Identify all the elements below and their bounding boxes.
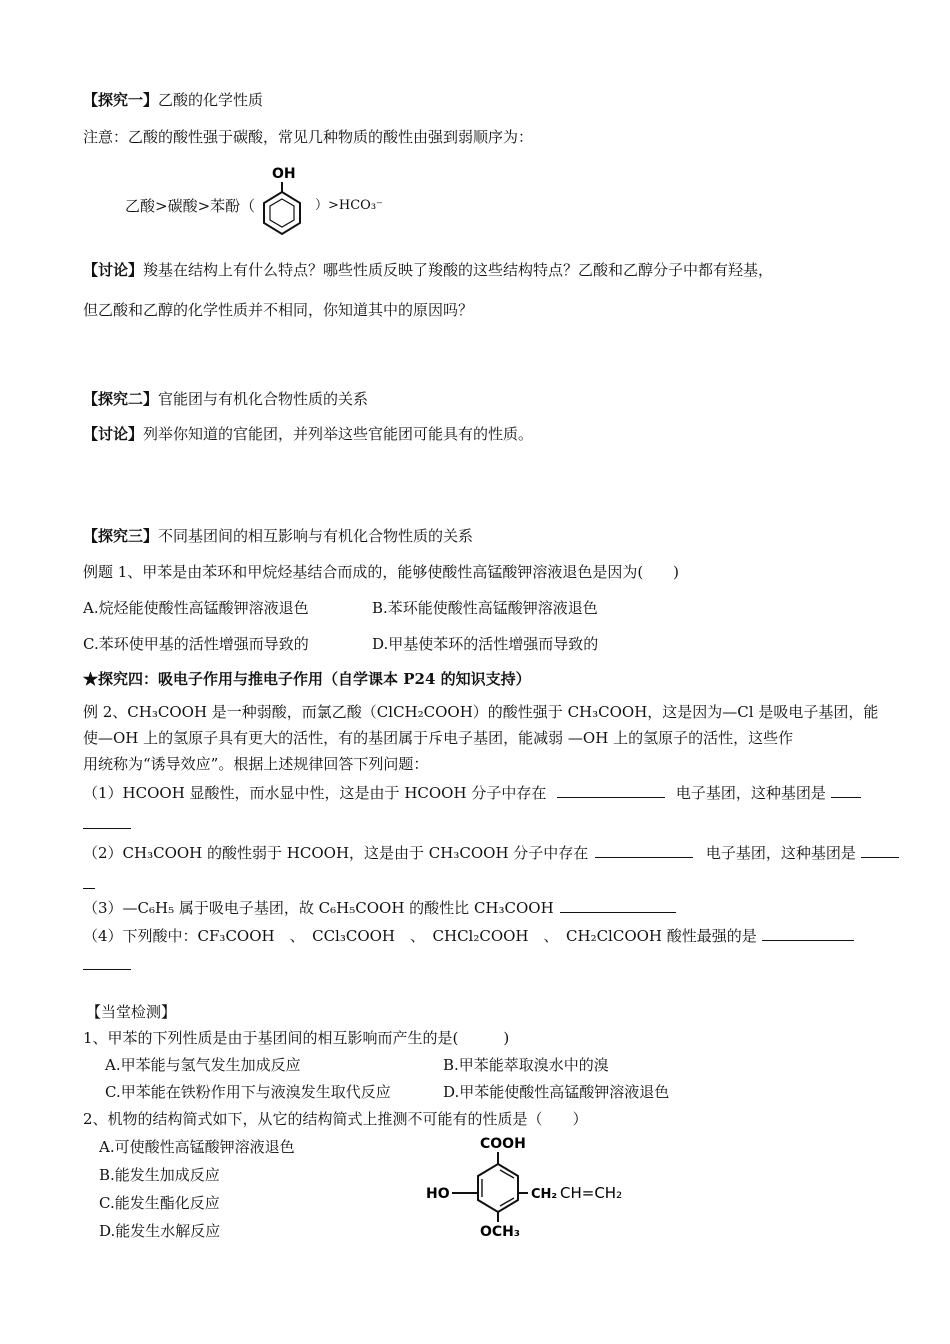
section-1-tag: 【探究一】 [83,91,159,109]
test-q2-molecule-structure [420,1130,640,1242]
example-1-option-b: B.苯环能使酸性高锰酸钾溶液退色 [372,599,598,617]
example-2-line-2: 使—OH 上的氢原子具有更大的活性，有的基团属于斥电子基团，能减弱 —OH 上的氢原子的活性，这些作 [83,729,794,747]
example-2-q1 [83,783,861,803]
q1-answer-blank-1[interactable] [557,783,665,798]
example-2-q2 [83,843,899,863]
q2-text-2: 电子基团，这种基团是 [705,844,856,862]
test-q1-option-c: C.甲苯能在铁粉作用下与液溴发生取代反应 [105,1083,391,1101]
section-1-discussion-line-1 [83,260,773,280]
section-1-heading [83,90,263,110]
molecule-ch2-label: CH₂ [531,1187,558,1202]
molecule-och3-label: OCH₃ [480,1224,521,1240]
example-1-option-c: C.苯环使甲基的活性增强而导致的 [83,635,309,653]
q4-text: （4）下列酸中：CF₃COOH 、 CCl₃COOH 、 CHCl₂COOH 、 CH₂ClCOOH 酸性最强的是 [83,927,757,945]
test-q2: 2、机物的结构简式如下，从它的结构简式上推测不可能有的性质是（ ） [83,1110,588,1128]
q1-text: （1）HCOOH 显酸性，而水显中性，这是由于 HCOOH 分子中存在 [83,784,547,802]
section-2-discussion [83,424,533,444]
test-q1: 1、甲苯的下列性质是由于基团间的相互影响而产生的是( ) [83,1029,510,1047]
example-1-question: 例题 1、甲苯是由苯环和甲烷烃基结合而成的，能够使酸性高锰酸钾溶液退色是因为( ) [83,563,680,581]
section-3-title: 不同基团间的相互影响与有机化合物性质的关系 [158,527,474,545]
example-1-option-a: A.烷烃能使酸性高锰酸钾溶液退色 [83,599,309,617]
test-q1-option-b: B.甲苯能萃取溴水中的溴 [443,1056,609,1074]
q2-text: （2）CH₃COOH 的酸性弱于 HCOOH，这是由于 CH₃COOH 分子中存在 [83,844,589,862]
test-q2-option-b: B.能发生加成反应 [99,1166,220,1184]
phenol-oh-label: OH [272,166,296,182]
q4-answer-blank-cont[interactable] [83,955,131,970]
discussion-2-text: 列举你知道的官能团，并列举这些官能团可能具有的性质。 [143,425,534,443]
example-2-q3 [83,898,676,918]
section-2-heading [83,389,368,409]
molecule-ho-label: HO [426,1186,450,1202]
example-2-line-3: 用统称为“诱导效应”。根据上述规律回答下列问题： [83,755,429,773]
molecule-cooh-label: COOH [480,1136,526,1152]
q1-answer-blank-2[interactable] [831,783,861,798]
section-1-discussion-line-2: 但乙酸和乙醇的化学性质并不相同，你知道其中的原因吗？ [83,301,474,319]
q2-answer-blank-2[interactable] [861,843,899,858]
test-q2-option-a: A.可使酸性高锰酸钾溶液退色 [99,1138,295,1156]
section-4-heading: ★探究四：吸电子作用与推电子作用（自学课本 P24 的知识支持） [83,670,531,688]
q1-answer-blank-2-cont[interactable] [83,814,131,829]
discussion-1-text: 羧基在结构上有什么特点？哪些性质反映了羧酸的这些结构特点？乙酸和乙醇分子中都有羟基， [143,261,774,279]
acidity-order-right: ）>HCO₃⁻ [315,198,383,213]
q2-answer-blank-1[interactable] [595,843,693,858]
section-1-note: 注意：乙酸的酸性强于碳酸，常见几种物质的酸性由强到弱顺序为： [83,128,534,146]
q1-text-2: 电子基团，这种基团是 [675,784,826,802]
section-3-heading [83,526,473,546]
q3-answer-blank[interactable] [560,898,676,913]
q2-answer-blank-2-cont[interactable] [83,874,95,889]
example-2-line-1: 例 2、CH₃COOH 是一种弱酸，而氯乙酸（ClCH₂COOH）的酸性强于 CH₃COOH，这是因为—Cl 是吸电子基团，能 [83,703,879,721]
section-2-tag: 【探究二】 [83,390,159,408]
test-heading: 【当堂检测】 [86,1003,177,1021]
phenol-structure [252,160,312,240]
section-3-tag: 【探究三】 [83,527,159,545]
acidity-order-left: 乙酸>碳酸>苯酚（ [125,197,256,215]
molecule-vinyl-label: CH=CH₂ [560,1184,623,1202]
test-q2-option-c: C.能发生酯化反应 [99,1194,220,1212]
discussion-tag-2: 【讨论】 [83,425,144,443]
test-q1-option-d: D.甲苯能使酸性高锰酸钾溶液退色 [443,1083,670,1101]
section-2-title: 官能团与有机化合物性质的关系 [158,390,369,408]
example-2-q4 [83,926,854,946]
q4-answer-blank[interactable] [762,926,854,941]
discussion-tag-1: 【讨论】 [83,261,144,279]
q3-text: （3）—C₆H₅ 属于吸电子基团，故 C₆H₅COOH 的酸性比 CH₃COOH [83,899,554,917]
test-q1-option-a: A.甲苯能与氢气发生加成反应 [105,1056,301,1074]
test-q2-option-d: D.能发生水解反应 [99,1222,221,1240]
section-1-title: 乙酸的化学性质 [158,91,264,109]
example-1-option-d: D.甲基使苯环的活性增强而导致的 [372,635,599,653]
